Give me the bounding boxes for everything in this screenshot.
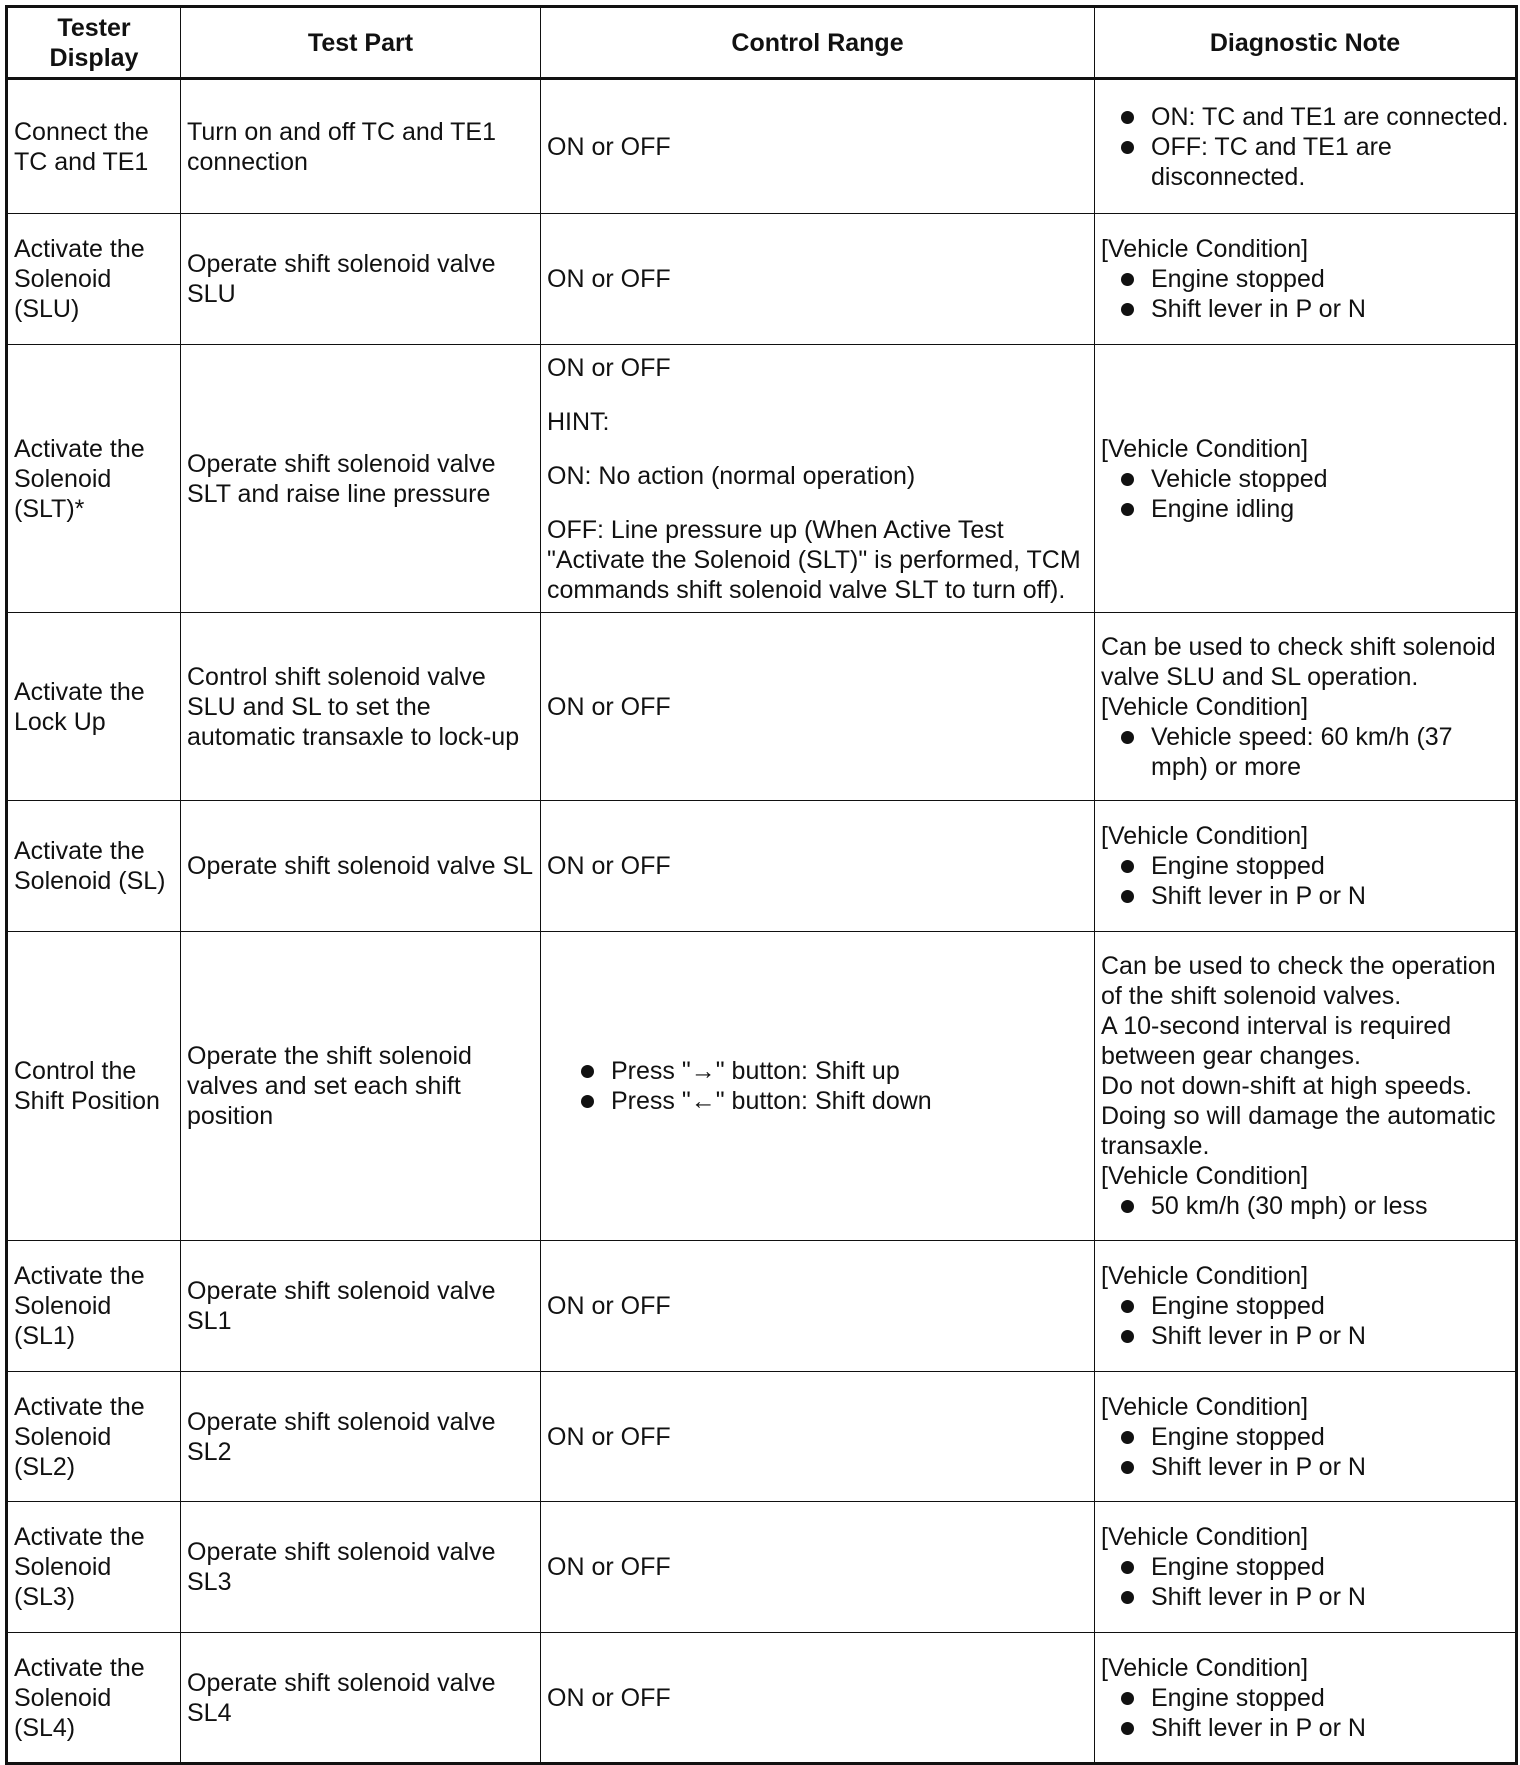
note-bullet-list: [1101, 1683, 1509, 1743]
note-bullet: Engine stopped: [1101, 851, 1509, 881]
vehicle-condition-label: [Vehicle Condition]: [1101, 1523, 1309, 1551]
note-bullet-list: [1101, 1552, 1509, 1612]
tester-display-cell: Activate the Solenoid (SL4): [7, 1633, 181, 1764]
note-bullet: 50 km/h (30 mph) or less: [1101, 1191, 1509, 1221]
tester-display-cell: Activate the Solenoid (SL): [7, 801, 181, 932]
test-part-cell: Operate shift solenoid valve SL1: [181, 1241, 541, 1372]
table-row: [7, 345, 1517, 613]
range-bullet-list: [561, 1056, 1088, 1116]
test-part-cell: Operate shift solenoid valve SL2: [181, 1372, 541, 1502]
diagnostic-note-cell: [1095, 613, 1517, 801]
control-range-value: ON or OFF: [547, 353, 671, 382]
table-row: [7, 1633, 1517, 1764]
note-bullet: OFF: TC and TE1 are disconnected.: [1101, 132, 1509, 192]
control-range-cell: ON or OFF: [541, 613, 1095, 801]
hint-label: HINT:: [547, 407, 610, 436]
vehicle-condition-label: [Vehicle Condition]: [1101, 1262, 1309, 1290]
table-row: [7, 1372, 1517, 1502]
note-bullet: Vehicle stopped: [1101, 464, 1509, 494]
control-range-cell: [541, 932, 1095, 1241]
table-row: [7, 801, 1517, 932]
note-bullet: Shift lever in P or N: [1101, 1321, 1509, 1351]
tester-display-cell: Activate the Solenoid (SLU): [7, 214, 181, 345]
test-part-cell: Operate shift solenoid valve SL4: [181, 1633, 541, 1764]
note-text: A 10-second interval is required between gear changes.: [1101, 1012, 1452, 1070]
diagnostic-note-cell: [1095, 1502, 1517, 1633]
diagnostic-note-cell: [1095, 1241, 1517, 1372]
note-bullet-list: [1101, 1191, 1509, 1221]
hint-on-text: ON: No action (normal operation): [547, 461, 916, 490]
control-range-cell: ON or OFF: [541, 1241, 1095, 1372]
vehicle-condition-label: [Vehicle Condition]: [1101, 1653, 1309, 1682]
control-range-cell: ON or OFF: [541, 1502, 1095, 1633]
note-bullet-list: [1101, 1422, 1509, 1482]
vehicle-condition-label: [Vehicle Condition]: [1101, 1162, 1309, 1190]
test-part-cell: Operate shift solenoid valve SL3: [181, 1502, 541, 1633]
tester-display-cell: Connect the TC and TE1: [7, 79, 181, 214]
note-bullet-list: [1101, 264, 1509, 324]
diagnostic-note-cell: [1095, 214, 1517, 345]
note-bullet: Engine stopped: [1101, 1683, 1509, 1713]
vehicle-condition-label: [Vehicle Condition]: [1101, 235, 1309, 263]
note-bullet-list: [1101, 1291, 1509, 1351]
table-row: [7, 1241, 1517, 1372]
note-bullet-list: [1101, 102, 1509, 192]
test-part-cell: Operate shift solenoid valve SLT and raise line pressure: [181, 345, 541, 613]
note-bullet: Shift lever in P or N: [1101, 881, 1509, 911]
note-text: Can be used to check the operation of the shift solenoid valves.: [1101, 952, 1496, 1010]
note-text: Do not down-shift at high speeds. Doing so will damage the automatic transaxle.: [1101, 1072, 1496, 1160]
control-range-cell: ON or OFF: [541, 801, 1095, 932]
note-bullet: Shift lever in P or N: [1101, 1713, 1509, 1743]
note-text: Can be used to check shift solenoid valve SLU and SL operation.: [1101, 632, 1496, 691]
test-part-cell: Operate the shift solenoid valves and set each shift position: [181, 932, 541, 1241]
vehicle-condition-label: [Vehicle Condition]: [1101, 692, 1309, 721]
note-bullet: Shift lever in P or N: [1101, 1582, 1509, 1612]
header-tester-display: Tester Display: [7, 7, 181, 79]
header-diagnostic-note: Diagnostic Note: [1095, 7, 1517, 79]
note-bullet: Engine stopped: [1101, 1422, 1509, 1452]
header-test-part: Test Part: [181, 7, 541, 79]
table-row: [7, 214, 1517, 345]
shift-up-instruction: Press "→" button: Shift up: [561, 1056, 1088, 1086]
diagnostic-note-cell: [1095, 801, 1517, 932]
tester-display-cell: Activate the Solenoid (SL2): [7, 1372, 181, 1502]
test-part-cell: Operate shift solenoid valve SLU: [181, 214, 541, 345]
note-bullet-list: [1101, 851, 1509, 911]
vehicle-condition-label: [Vehicle Condition]: [1101, 1392, 1309, 1421]
tester-display-cell: Activate the Lock Up: [7, 613, 181, 801]
note-bullet-list: [1101, 722, 1509, 782]
header-row: [7, 7, 1517, 79]
test-part-cell: Operate shift solenoid valve SL: [181, 801, 541, 932]
vehicle-condition-label: [Vehicle Condition]: [1101, 822, 1309, 850]
diagnostic-note-cell: [1095, 1372, 1517, 1502]
note-bullet: Engine stopped: [1101, 1552, 1509, 1582]
note-bullet: ON: TC and TE1 are connected.: [1101, 102, 1509, 132]
tester-display-cell: Activate the Solenoid (SLT)*: [7, 345, 181, 613]
tester-display-cell: Control the Shift Position: [7, 932, 181, 1241]
shift-down-instruction: Press "←" button: Shift down: [561, 1086, 1088, 1116]
control-range-cell: [541, 345, 1095, 613]
tester-display-cell: Activate the Solenoid (SL1): [7, 1241, 181, 1372]
note-bullet: Engine stopped: [1101, 1291, 1509, 1321]
note-bullet: Shift lever in P or N: [1101, 1452, 1509, 1482]
test-part-cell: Turn on and off TC and TE1 connection: [181, 79, 541, 214]
note-bullet: Vehicle speed: 60 km/h (37 mph) or more: [1101, 722, 1509, 782]
active-test-table: [5, 5, 1518, 1765]
tester-display-cell: Activate the Solenoid (SL3): [7, 1502, 181, 1633]
control-range-cell: ON or OFF: [541, 214, 1095, 345]
note-bullet: Engine idling: [1101, 494, 1509, 524]
diagnostic-note-cell: [1095, 1633, 1517, 1764]
table-row: [7, 1502, 1517, 1633]
vehicle-condition-label: [Vehicle Condition]: [1101, 434, 1309, 463]
control-range-cell: ON or OFF: [541, 1633, 1095, 1764]
note-bullet: Shift lever in P or N: [1101, 294, 1509, 324]
table-row: [7, 613, 1517, 801]
header-control-range: Control Range: [541, 7, 1095, 79]
hint-off-text: OFF: Line pressure up (When Active Test "Activate the Solenoid (SLT)" is performed, TCM commands shift solenoid valve SLT to turn off).: [547, 515, 1081, 604]
table-row: [7, 932, 1517, 1241]
control-range-cell: ON or OFF: [541, 79, 1095, 214]
note-bullet: Engine stopped: [1101, 264, 1509, 294]
diagnostic-note-cell: [1095, 932, 1517, 1241]
control-range-cell: ON or OFF: [541, 1372, 1095, 1502]
diagnostic-note-cell: [1095, 79, 1517, 214]
diagnostic-note-cell: [1095, 345, 1517, 613]
test-part-cell: Control shift solenoid valve SLU and SL to set the automatic transaxle to lock-up: [181, 613, 541, 801]
table-row: [7, 79, 1517, 214]
note-bullet-list: [1101, 464, 1509, 524]
